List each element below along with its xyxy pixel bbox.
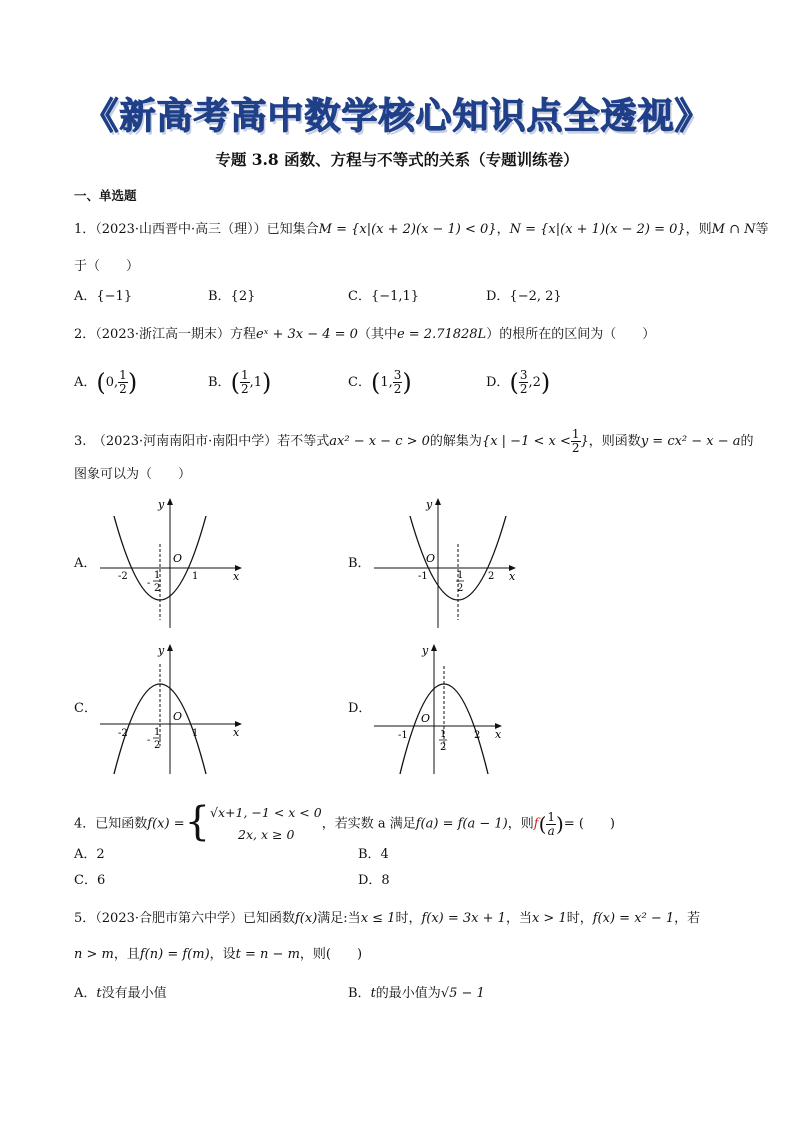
- q1-option-c[interactable]: C．{−1,1}: [348, 289, 420, 304]
- q5-text-4: ，当: [505, 911, 532, 926]
- q4-case-2: 2x, x ≥ 0: [238, 827, 295, 842]
- question-4: [74, 799, 615, 846]
- q5-a-var: t: [96, 986, 102, 1001]
- x-label: x: [233, 570, 240, 583]
- origin-label: O: [426, 552, 436, 565]
- q2-d-label: D．: [486, 375, 510, 390]
- q2-b-right: ,1: [249, 375, 262, 390]
- frac-den: 2: [440, 742, 447, 753]
- q3-function: y = cx² − x − a: [640, 434, 741, 449]
- q1-tail: ，则: [685, 222, 712, 237]
- q2-a-label: A．: [74, 375, 97, 390]
- q5-option-b[interactable]: [348, 985, 485, 1003]
- frac-den: 2: [154, 740, 161, 751]
- q3-line2: 图象可以为（ ）: [74, 467, 192, 482]
- tick-label-left: -1: [398, 730, 408, 741]
- q2-d-fraction: [519, 369, 529, 396]
- y-arrow-icon: [435, 498, 441, 505]
- paren-left: (: [509, 368, 519, 397]
- q3-option-c[interactable]: C．: [74, 701, 97, 716]
- q1-end: 等: [755, 222, 769, 237]
- q3-option-a[interactable]: A．: [74, 556, 97, 571]
- q5-text-3: 时，: [395, 911, 422, 926]
- paren-right: ): [402, 368, 412, 397]
- q3-end: 的: [740, 434, 754, 449]
- x-label: x: [233, 726, 240, 739]
- numerator: 1: [547, 809, 556, 824]
- question-1: 1．（2023·山西晋中·高三（理））已知集合M = {x|(x + 2)(x − 1) < 0}，N = {x|(x + 1)(x − 2) = 0}，则M ∩ N等: [74, 222, 769, 237]
- q5-option-a[interactable]: [74, 985, 167, 1003]
- q3-option-b[interactable]: B．: [348, 556, 371, 571]
- numerator: 1: [240, 368, 249, 382]
- paren-left: (: [538, 812, 547, 836]
- tick-label-right: 2: [488, 571, 495, 582]
- q5-b-value: √5 − 1: [440, 986, 485, 1001]
- q2-prefix: 2．（2023·浙江高一期末）方程: [74, 327, 256, 342]
- q5-text-9: ，则( ): [299, 947, 363, 962]
- q4-f-red: f: [533, 816, 539, 832]
- origin-label: O: [421, 712, 431, 725]
- q5-text-8: ，设: [209, 947, 236, 962]
- q1-option-d[interactable]: D．{−2, 2}: [486, 289, 562, 304]
- question-5: [74, 910, 700, 928]
- paren-left: (: [96, 368, 106, 397]
- q5-line2: [74, 946, 362, 964]
- frac-num: 1: [154, 570, 161, 581]
- q4-fraction: [546, 811, 556, 838]
- paren-right: ): [556, 812, 564, 836]
- paren-right: ): [540, 368, 551, 397]
- y-label: y: [158, 644, 165, 657]
- q1-set-n: N = {x|(x + 1)(x − 2) = 0}: [509, 222, 686, 237]
- q4-option-b[interactable]: B．4: [358, 847, 389, 862]
- q2-b-fraction: [240, 369, 250, 396]
- graph-c[interactable]: [96, 640, 256, 776]
- y-label: y: [158, 498, 165, 511]
- tick-label-left: -1: [418, 571, 428, 582]
- q3-after: ，则函数: [588, 434, 641, 449]
- q2-equation: eˣ + 3x − 4 = 0: [256, 327, 358, 342]
- q4-option-a[interactable]: A．2: [74, 847, 105, 862]
- q2-option-c[interactable]: [348, 369, 412, 396]
- neg-sign: -: [147, 578, 151, 589]
- frac-num: 1: [457, 570, 464, 581]
- denominator: a: [547, 823, 555, 838]
- brace-icon: {: [184, 799, 211, 845]
- q5-b-label: B．: [348, 986, 371, 1001]
- paren-right: ): [127, 368, 138, 397]
- denominator: 2: [393, 382, 402, 396]
- paren-right: ): [261, 368, 272, 397]
- q2-e-value: e = 2.71828L: [396, 327, 487, 342]
- q2-c-fraction: [393, 369, 403, 396]
- q4-f: f(x) =: [147, 816, 185, 832]
- q5-cond-2: x > 1: [531, 911, 567, 926]
- q5-expr-2: f(x) = x² − 1: [592, 911, 675, 926]
- q4-cases: [210, 802, 322, 846]
- numerator: 3: [519, 368, 528, 382]
- q2-option-b[interactable]: [208, 369, 271, 396]
- tick-label-left: -2: [118, 728, 128, 739]
- q5-expr-1: f(x) = 3x + 1: [421, 911, 506, 926]
- q3-set-right: }: [580, 434, 589, 449]
- q2-option-a[interactable]: [74, 369, 137, 396]
- q4-then: ，则: [507, 816, 534, 832]
- q3-set-fraction: [571, 428, 581, 455]
- q2-a-left: 0,: [105, 375, 119, 390]
- tick-label-right: 2: [474, 730, 481, 741]
- q4-option-d[interactable]: D．8: [358, 873, 390, 888]
- q5-expr-4: t = n − m: [235, 947, 300, 962]
- numerator: 1: [119, 368, 127, 382]
- y-label: y: [422, 644, 429, 657]
- q5-b-text: 的最小值为: [375, 986, 441, 1001]
- q5-text-5: 时，: [566, 911, 593, 926]
- question-2: [74, 326, 655, 344]
- x-label: x: [509, 570, 516, 583]
- q5-cond-3: n > m: [74, 947, 114, 962]
- tick-label-left: -2: [118, 571, 128, 582]
- q2-mid: （其中: [357, 327, 397, 342]
- graph-a[interactable]: [96, 494, 256, 630]
- page-title: 专题 3.8 函数、方程与不等式的关系（专题训练卷）: [215, 150, 579, 169]
- q5-text-6: ，若: [674, 911, 701, 926]
- q5-text-2: 满足:当: [317, 911, 361, 926]
- q5-expr-3: f(n) = f(m): [139, 947, 210, 962]
- q4-mid: ，若实数 a 满足: [321, 816, 416, 832]
- q4-condition: f(a) = f(a − 1): [415, 816, 508, 832]
- q2-option-d[interactable]: [486, 369, 550, 396]
- neg-sign: -: [147, 735, 151, 746]
- q5-text-1: 5．（2023·合肥市第六中学）已知函数: [74, 911, 295, 926]
- paren-left: (: [230, 368, 240, 397]
- numerator: 1: [571, 427, 580, 441]
- numerator: 3: [393, 368, 402, 382]
- q4-case-1: √x+1, −1 < x < 0: [210, 805, 322, 820]
- frac-den: 2: [154, 583, 161, 594]
- graph-b[interactable]: [370, 494, 530, 630]
- q3-option-d[interactable]: D．: [348, 701, 372, 716]
- y-label: y: [426, 498, 433, 511]
- q3-mid: 的解集为: [429, 434, 482, 449]
- section-heading: 一、单选题: [74, 188, 137, 203]
- q1-set-m: M = {x|(x + 2)(x − 1) < 0}: [318, 222, 497, 237]
- tick-label-right: 1: [192, 728, 199, 739]
- q2-end: ）的根所在的区间为（ ）: [486, 327, 656, 342]
- denominator: 2: [571, 441, 580, 455]
- q4-option-c[interactable]: C．6: [74, 873, 106, 888]
- q5-a-label: A．: [74, 986, 97, 1001]
- banner-title: 《新高考高中数学核心知识点全透视》: [82, 96, 712, 137]
- tick-label-right: 1: [192, 571, 199, 582]
- question-3: [74, 428, 754, 455]
- q3-set-left: {x | −1 < x <: [481, 434, 571, 449]
- q1-option-b[interactable]: B．{2}: [208, 289, 256, 304]
- denominator: 2: [119, 382, 127, 396]
- q5-a-text: 没有最小值: [101, 986, 167, 1001]
- y-arrow-icon: [167, 498, 173, 505]
- q3-prefix: 3. （2023·河南南阳市·南阳中学）若不等式: [74, 434, 330, 449]
- q5-text-7: ，且: [113, 947, 140, 962]
- q2-c-label: C．: [348, 375, 371, 390]
- q2-d-right: ,2: [528, 375, 541, 390]
- q1-relation: M ∩ N: [711, 222, 756, 237]
- origin-label: O: [173, 552, 183, 565]
- y-arrow-icon: [167, 644, 173, 651]
- x-label: x: [495, 728, 502, 741]
- q5-fx: f(x): [295, 911, 318, 926]
- denominator: 2: [519, 382, 528, 396]
- q5-cond-1: x ≤ 1: [360, 911, 396, 926]
- q2-c-left: 1,: [380, 375, 393, 390]
- frac-num: 1: [154, 727, 161, 738]
- graph-d[interactable]: [370, 640, 530, 776]
- q2-a-fraction: [118, 369, 128, 396]
- q1-line2: 于（ ）: [74, 259, 140, 274]
- origin-label: O: [173, 710, 183, 723]
- frac-den: 2: [457, 583, 464, 594]
- y-arrow-icon: [431, 644, 437, 651]
- q4-prefix: 4．已知函数: [74, 816, 148, 832]
- q4-end: = ( ): [563, 816, 615, 832]
- q5-b-var: t: [370, 986, 376, 1001]
- q3-inequality: ax² − x − c > 0: [329, 434, 430, 449]
- denominator: 2: [240, 382, 249, 396]
- q1-prefix: 1．（2023·山西晋中·高三（理））已知集合: [74, 222, 319, 237]
- q1-option-a[interactable]: A．{−1}: [74, 289, 133, 304]
- q2-b-label: B．: [208, 375, 231, 390]
- frac-num: 1: [440, 729, 447, 740]
- paren-left: (: [370, 368, 381, 397]
